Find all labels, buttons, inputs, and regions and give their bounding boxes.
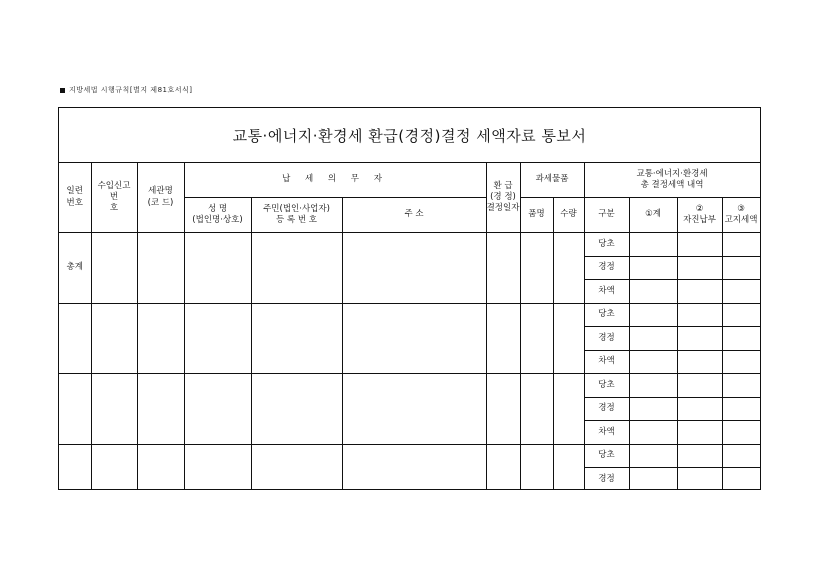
import-report-cell[interactable] [91,444,137,490]
total-cell[interactable] [629,233,677,257]
division-cell: 차액 [584,421,629,445]
total-cell[interactable] [629,374,677,398]
header-total: ①계 [629,198,677,233]
notice-amount-cell[interactable] [722,280,760,304]
name-cell[interactable] [184,444,251,490]
division-cell: 당초 [584,303,629,327]
header-address: 주 소 [342,198,486,233]
header-import-report-no: 수입신고 번 호 [91,163,137,233]
item-name-cell[interactable] [520,444,553,490]
item-name-cell[interactable] [520,233,553,304]
division-cell: 차액 [584,350,629,374]
notice-amount-cell[interactable] [722,303,760,327]
customs-cell[interactable] [137,444,184,490]
self-paid-cell[interactable] [677,256,722,280]
notice-amount-cell[interactable] [722,374,760,398]
table-row [59,444,760,468]
notice-amount-cell[interactable] [722,468,760,491]
notice-amount-cell[interactable] [722,397,760,421]
notice-amount-cell[interactable] [722,327,760,351]
registration-no-cell[interactable] [251,444,342,490]
customs-cell[interactable] [137,374,184,445]
table-row [59,303,760,327]
customs-cell[interactable] [137,233,184,304]
name-cell[interactable] [184,233,251,304]
total-cell[interactable] [629,421,677,445]
header-notice-amount: ③ 고지세액 [722,198,760,233]
square-bullet-icon [60,88,65,93]
quantity-cell[interactable] [553,374,584,445]
refund-date-cell[interactable] [486,374,520,445]
self-paid-cell[interactable] [677,350,722,374]
self-paid-cell[interactable] [677,397,722,421]
header-taxable-goods: 과세물품 [520,163,584,198]
import-report-cell[interactable] [91,303,137,374]
form-frame [58,107,761,490]
name-cell[interactable] [184,374,251,445]
refund-date-cell[interactable] [486,233,520,304]
self-paid-cell[interactable] [677,233,722,257]
self-paid-cell[interactable] [677,303,722,327]
header-serial-no: 일련 번호 [59,163,91,233]
refund-table [59,163,760,490]
header-refund-date: 환 급 (경 정) 결정일자 [486,163,520,233]
import-report-cell[interactable] [91,233,137,304]
registration-no-cell[interactable] [251,233,342,304]
table-row [59,374,760,398]
customs-cell[interactable] [137,303,184,374]
quantity-cell[interactable] [553,233,584,304]
division-cell: 당초 [584,444,629,468]
address-cell[interactable] [342,374,486,445]
header-name: 성 명 (법인명·상호) [184,198,251,233]
header-self-paid: ② 자진납부 [677,198,722,233]
header-tax-detail: 교통·에너지·환경세 총 결정세액 내역 [584,163,760,198]
quantity-cell[interactable] [553,303,584,374]
total-cell[interactable] [629,280,677,304]
item-name-cell[interactable] [520,303,553,374]
self-paid-cell[interactable] [677,374,722,398]
self-paid-cell[interactable] [677,421,722,445]
division-cell: 당초 [584,233,629,257]
header-customs-office: 세관명 (코 드) [137,163,184,233]
header-registration-no: 주민(법인·사업자) 등 록 번 호 [251,198,342,233]
serial-no-cell[interactable] [59,444,91,490]
item-name-cell[interactable] [520,374,553,445]
division-cell: 당초 [584,374,629,398]
notice-amount-cell[interactable] [722,444,760,468]
header-division: 구분 [584,198,629,233]
total-cell[interactable] [629,444,677,468]
notice-amount-cell[interactable] [722,350,760,374]
notice-amount-cell[interactable] [722,233,760,257]
total-cell[interactable] [629,256,677,280]
registration-no-cell[interactable] [251,374,342,445]
total-cell[interactable] [629,303,677,327]
serial-no-cell: 총계 [59,233,91,304]
self-paid-cell[interactable] [677,280,722,304]
division-cell: 경정 [584,397,629,421]
self-paid-cell[interactable] [677,468,722,491]
serial-no-cell[interactable] [59,374,91,445]
registration-no-cell[interactable] [251,303,342,374]
division-cell: 경정 [584,256,629,280]
table-row [59,233,760,257]
quantity-cell[interactable] [553,444,584,490]
notice-amount-cell[interactable] [722,421,760,445]
form-caption [60,85,193,95]
self-paid-cell[interactable] [677,444,722,468]
name-cell[interactable] [184,303,251,374]
division-cell: 차액 [584,280,629,304]
self-paid-cell[interactable] [677,327,722,351]
caption-text: 지방세법 시행규칙[별지 제81호서식] [69,86,193,94]
address-cell[interactable] [342,233,486,304]
total-cell[interactable] [629,350,677,374]
refund-date-cell[interactable] [486,303,520,374]
total-cell[interactable] [629,397,677,421]
address-cell[interactable] [342,444,486,490]
division-cell: 경정 [584,468,629,491]
address-cell[interactable] [342,303,486,374]
division-cell: 경정 [584,327,629,351]
form-title: 교통·에너지·환경세 환급(경정)결정 세액자료 통보서 [59,108,760,163]
header-item-name: 품명 [520,198,553,233]
import-report-cell[interactable] [91,374,137,445]
notice-amount-cell[interactable] [722,256,760,280]
header-quantity: 수량 [553,198,584,233]
total-cell[interactable] [629,327,677,351]
refund-date-cell[interactable] [486,444,520,490]
header-taxpayer: 납 세 의 무 자 [184,163,486,198]
total-cell[interactable] [629,468,677,491]
serial-no-cell[interactable] [59,303,91,374]
